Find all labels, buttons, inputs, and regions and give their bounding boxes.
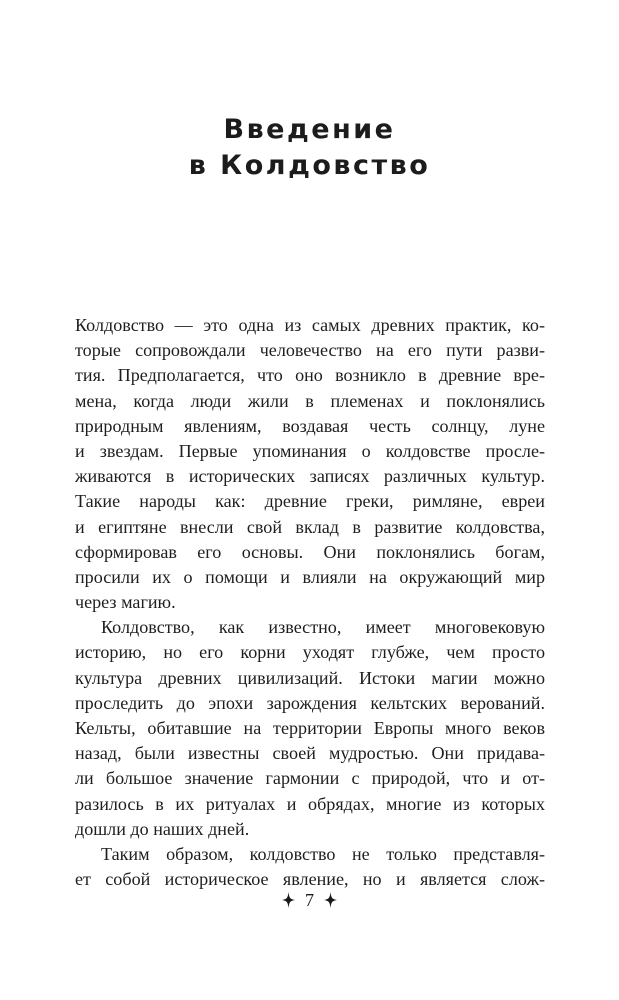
text-line: мена, когда люди жили в племенах и поклонялись (75, 390, 545, 411)
text-line: Кельты, обитавшие на территории Европы много веков (75, 718, 545, 738)
text-line: назад, были известны своей мудростью. Они придава- (75, 743, 545, 764)
text-line: Такие народы как: древние греки, римляне, евреи (75, 491, 545, 512)
chapter-title-line-1: Введение (223, 114, 396, 145)
text-line: торые сопровождали человечество на его пути разви- (75, 340, 545, 361)
text-line: Колдовство — это одна из самых древних практик, ко- (75, 315, 545, 335)
page-number: 7 (305, 889, 314, 910)
text-line: ет собой историческое явление, но и является слож- (75, 869, 545, 890)
body-text (75, 313, 545, 892)
paragraph-3 (75, 842, 545, 892)
text-line: разилось в их ритуалах и обрядах, многие из которых (75, 793, 545, 814)
text-line: и египтяне внесли свой вклад в развитие колдовства, (75, 516, 545, 537)
paragraph-1 (75, 313, 545, 615)
text-line: ли большое значение гармонии с природой, что и от- (75, 768, 545, 789)
text-line: Таким образом, колдовство не только представля- (101, 843, 545, 864)
four-point-star-icon (282, 892, 295, 908)
text-line: живаются в исторических записях различных культур. (75, 466, 545, 487)
text-line: проследить до эпохи зарождения кельтских верований. (75, 692, 545, 713)
text-line: Колдовство, как известно, имеет многовековую (101, 617, 545, 638)
text-line: через магию. (75, 592, 176, 613)
chapter-title-line-2: в Колдовство (188, 150, 431, 181)
four-point-star-icon (324, 892, 337, 908)
text-line: природным явлениям, воздавая честь солнцу, луне (75, 415, 545, 436)
text-line: историю, но его корни уходят глубже, чем просто (75, 642, 545, 663)
text-line: сформировав его основы. Они поклонялись богам, (75, 541, 545, 562)
text-line: тия. Предполагается, что оно возникло в древние вре- (75, 365, 545, 386)
text-line: культура древних цивилизаций. Истоки магии можно (75, 667, 545, 688)
text-line: просили их о помощи и влияли на окружающий мир (75, 566, 545, 587)
paragraph-2 (75, 615, 545, 842)
chapter-title (0, 112, 619, 184)
text-line: дошли до наших дней. (75, 818, 250, 839)
page-footer (0, 886, 619, 912)
text-line: и звездам. Первые упоминания о колдовстве просле- (75, 440, 545, 461)
